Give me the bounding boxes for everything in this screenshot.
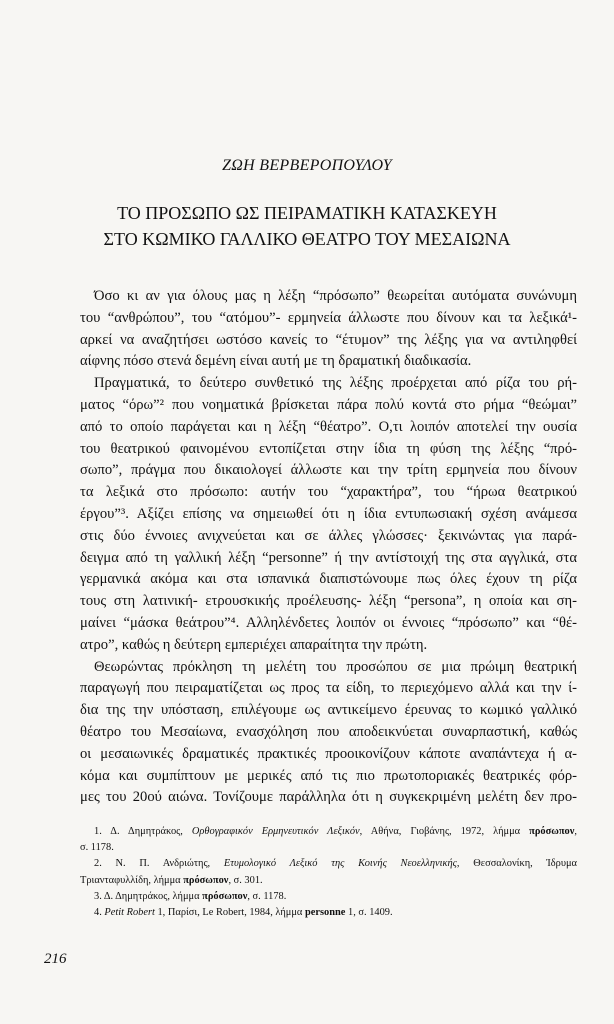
footnote-4	[80, 905, 577, 921]
body-line: ματος “όρω”² που νοηματικά βρίσκεται πάρα πολύ κοντά στο ρήμα “θεώμαι”	[80, 396, 577, 413]
body-line: τα λεξικά στο πρόσωπο: αυτήν του “χαρακτήρα”, του “ήρωα θεατρικού	[80, 484, 577, 501]
footnote-text: , σ. 1178.	[247, 890, 287, 902]
body-line: Θεωρώντας πρόκληση τη μελέτη του προσώπου σε μια πρώιμη θεατρική	[94, 658, 577, 675]
footnote-text: Ορθογραφικόν Ερμηνευτικόν Λεξικόν	[191, 826, 360, 837]
body-line: Όσο κι αν για όλους μας η λέξη “πρόσωπο” θεωρείται αυτόματα συνώνυμη	[94, 288, 577, 304]
title-line: ΤΟ ΠΡΟΣΩΠΟ ΩΣ ΠΕΙΡΑΜΑΤΙΚΗ ΚΑΤΑΣΚΕΥΗ	[117, 203, 497, 223]
footnote-text: πρόσωπον	[202, 890, 248, 902]
footnote-text: 1, σ. 1409.	[345, 907, 393, 919]
body-line: δειγμα από τη γαλλική λέξη “personne” ή την αντίστοιχή της στα αγγλικά, στα	[80, 549, 577, 566]
body-line: μαίνει “μάσκα θεάτρου”⁴. Αλληλένδετες λοιπόν οι έννοιες “πρόσωπο” και “θέ-	[80, 614, 577, 631]
footnote-2-cont	[80, 873, 577, 889]
body-line: του “ανθρώπου”, του “ατόμου”- ερμηνεία άλλωστε που δίνουν και τα λεξικά¹-	[80, 309, 577, 326]
footnote-text: 1. Δ. Δημητράκος,	[94, 826, 192, 837]
page-number: 216	[44, 951, 67, 967]
footnote-text: Ετυμολογικό Λεξικό της Κοινής Νεοελληνικής	[223, 858, 457, 870]
footnotes	[80, 824, 577, 921]
body-line: θέατρο του Μεσαίωνα, ενασχόληση που αποδεικνύεται συναρπαστική, καθώς	[80, 723, 577, 740]
footnote-text: Τριανταφυλλίδη, λήμμα	[80, 874, 184, 886]
footnote-1-cont: σ. 1178.	[80, 842, 114, 854]
footnote-text: Petit Robert	[104, 907, 155, 919]
body-line: του θεατρικού φαινομένου εντοπίζεται στην ίδια τη φύση της λέξης “πρό-	[80, 440, 577, 457]
author-name: ΖΩΗ ΒΕΡΒΕΡΟΠΟΥΛΟΥ	[222, 157, 392, 174]
footnote-text: πρόσωπον	[183, 874, 229, 886]
body-line: έργου”³. Αξίζει επίσης να σημειωθεί ότι η ίδια εντυπωσιακή σχέση ανάμεσα	[80, 505, 577, 522]
footnote-text: 2. Ν. Π. Ανδριώτης,	[94, 858, 224, 870]
footnote-text: 3. Δ. Δημητράκος, λήμμα	[94, 890, 203, 902]
body-line: μες του 20ού αιώνα. Τονίζουμε παράλληλα ότι η συγκεκριμένη μελέτη δεν προ-	[80, 789, 577, 806]
body-line: από το οποίο παράγεται και η λέξη “θέατρο”. Ο,τι λοιπόν αποτελεί την ουσία	[80, 418, 577, 435]
footnote-text: , Αθήνα, Γιοβάνης, 1972, λήμμα	[359, 826, 530, 837]
body-line: τους στη λατινική- ετρουσκικής προέλευσης- λέξη “persona”, η οποία και ση-	[80, 593, 577, 610]
body-line: αρκεί να αναζητήσει ωστόσο κανείς το “έτυμον” της λέξης για να αντιληφθεί	[80, 331, 577, 348]
title-line: ΣΤΟ ΚΩΜΙΚΟ ΓΑΛΛΙΚΟ ΘΕΑΤΡΟ ΤΟΥ ΜΕΣΑΙΩΝΑ	[103, 229, 511, 249]
footnote-text: ,	[574, 826, 577, 837]
footnote-text: 4.	[94, 907, 105, 919]
body-line: Πραγματικά, το δεύτερο συνθετικό της λέξης προέρχεται από ρίζα του ρή-	[94, 375, 577, 392]
body-line: αίφνης πόσο στενά δεμένη είναι αυτή με τη δραματική διαδικασία.	[80, 353, 472, 370]
body-line: σωπο”, πράγμα που δικαιολογεί άλλωστε και την τρίτη ερμηνεία που δίνουν	[80, 462, 577, 479]
footnote-text: , σ. 301.	[228, 874, 263, 886]
body-line: παραγωγή που πειραματίζεται ως προς τα είδη, το περιεχόμενο αλλά και την ί-	[80, 680, 577, 697]
body-line: δια της την υπόσταση, επιλέγουμε ως αντικείμενο έρευνας το κωμικό γαλλικό	[80, 702, 577, 719]
body-line: κόμα και συμπίπτουν με μερικές από τις πιο πρωτοποριακές θεατρικές φόρ-	[80, 767, 577, 784]
article-title	[0, 200, 614, 252]
footnote-text: , Θεσσαλονίκη, Ίδρυμα	[456, 858, 578, 870]
footnote-3	[80, 889, 577, 905]
footnote-1	[80, 824, 577, 840]
body-line: στις δύο έννοιες ανιχνεύεται και σε άλλες γλώσσες· ξεκινώντας για παρά-	[80, 527, 577, 544]
body-line: ατρο”, καθώς η δεύτερη εμπεριέχει απαραίτητα την πρώτη.	[80, 636, 428, 653]
footnote-text: πρόσωπον	[529, 826, 575, 837]
footnote-2	[80, 856, 577, 872]
footnote-text: 1, Παρίσι, Le Robert, 1984, λήμμα	[154, 907, 305, 919]
footnote-text: personne	[304, 907, 346, 919]
body-line: οι μεσαιωνικές δραματικές πρακτικές προοικονίζουν κάποτε αναπάντεχα ή α-	[80, 745, 577, 762]
body-text	[80, 286, 577, 809]
body-line: γερμανικά ακόμα και στα ισπανικά διαπιστώνουμε πως όλες έχουν τη ρίζα	[80, 571, 577, 588]
